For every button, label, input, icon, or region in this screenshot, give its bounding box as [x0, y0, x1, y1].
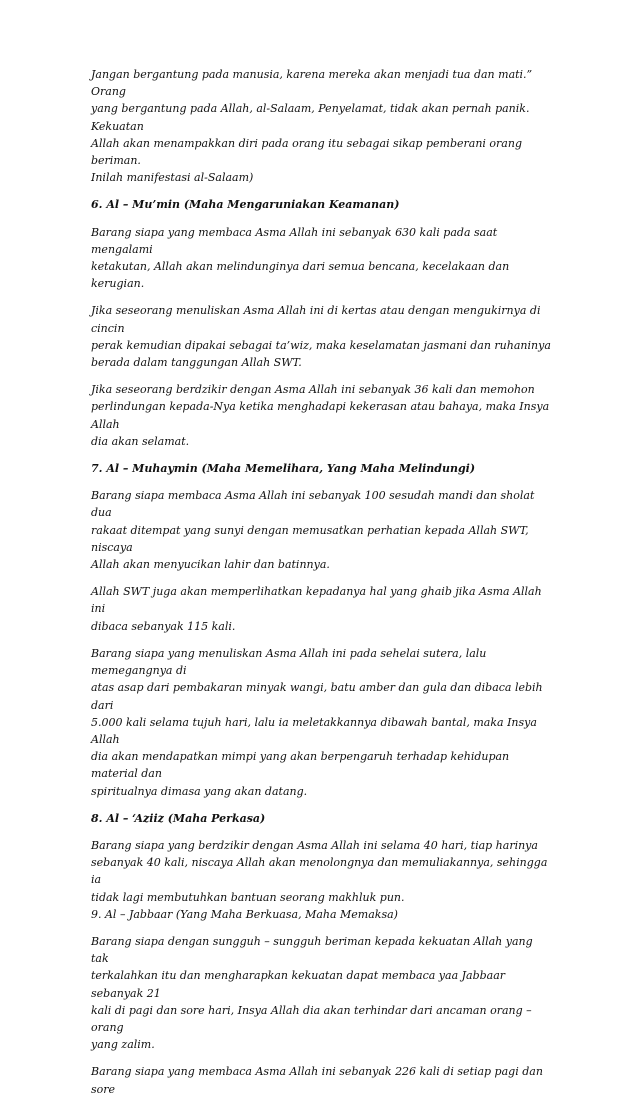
- paragraph-muhaymin-100: Barang siapa membaca Asma Allah ini sebanyak 100 sesudah mandi dan sholat dua rakaat ditempat yang sunyi dengan memusatkan perhatian kepada Allah SWT, niscaya Allah akan menyucikan lahir dan batinnya.: [91, 489, 535, 572]
- paragraph-salaam-closing: Jangan bergantung pada manusia, karena mereka akan menjadi tua dan mati.” Orang yang bergantung pada Allah, al-Salaam, Penyelamat, tidak akan pernah panik. Kekuatan Allah akan menampakkan diri pada orang itu sebagai sikap pemberani orang beriman. Inilah manifestasi al-Salaam): [91, 68, 533, 185]
- paragraph-jabbaar-21: Barang siapa dengan sungguh – sungguh beriman kepada kekuatan Allah yang tak terkalahkan itu dan mengharapkan kekuatan dapat membaca yaa Jabbaar sebanyak 21 kali di pagi dan sore hari, Insya Allah dia akan terhindar dari ancaman orang – orang yang zalim.: [91, 934, 533, 1052]
- heading-al-mumin: 6. Al – Mu’min (Maha Mengaruniakan Keamanan): [91, 198, 400, 212]
- paragraph-muhaymin-115: Allah SWT juga akan memperlihatkan kepadanya hal yang ghaib jika Asma Allah ini dibaca sebanyak 115 kali.: [91, 585, 542, 633]
- subheading-al-jabbaar: 9. Al – Jabbaar (Yang Maha Berkuasa, Maha Memaksa): [91, 907, 398, 921]
- paragraph-mumin-630: Barang siapa yang membaca Asma Allah ini sebanyak 630 kali pada saat mengalami ketakutan, Allah akan melindunginya dari semua bencana, kecelakaan dan kerugian.: [91, 225, 510, 291]
- paragraph-muhaymin-sutera: Barang siapa yang menuliskan Asma Allah ini pada sehelai sutera, lalu memegangnya di atas asap dari pembakaran minyak wangi, batu amber dan gula dan dibaca lebih dari 5.000 kali selama tujuh hari, lalu ia meletakkannya dibawah bantal, maka Insya Allah dia akan mendapatkan mimpi yang akan berpengaruh terhadap kehidupan material dan spiritualnya dimasa yang akan datang.: [91, 646, 543, 798]
- heading-al-aziiz: 8. Al – ‘Aziiz (Maha Perkasa): [91, 811, 266, 825]
- paragraph-mumin-36: Jika seseorang berdzikir dengan Asma Allah ini sebanyak 36 kali dan memohon perlindungan kepada-Nya ketika menghadapi kekerasan atau bahaya, maka Insya Allah dia akan selamat.: [91, 383, 550, 448]
- paragraph-aziiz-40: Barang siapa yang berdzikir dengan Asma Allah ini selama 40 hari, tiap harinya sebanyak 40 kali, niscaya Allah akan menolongnya dan memuliakannya, sehingga ia tidak lagi membutuhkan bantuan seorang makhluk pun.: [91, 838, 548, 904]
- heading-al-muhaymin: 7. Al – Muhaymin (Maha Memelihara, Yang Maha Melindungi): [91, 462, 476, 476]
- paragraph-jabbaar-226: Barang siapa yang membaca Asma Allah ini sebanyak 226 kali di setiap pagi dan sore: [91, 1065, 543, 1096]
- paragraph-mumin-tawiz: Jika seseorang menuliskan Asma Allah ini di kertas atau dengan mengukirnya di cincin perak kemudian dipakai sebagai ta’wiz, maka keselamatan jasmani dan ruhaninya berada dalam tanggungan Allah SWT.: [91, 304, 551, 370]
- document-page: [91, 66, 553, 1108]
